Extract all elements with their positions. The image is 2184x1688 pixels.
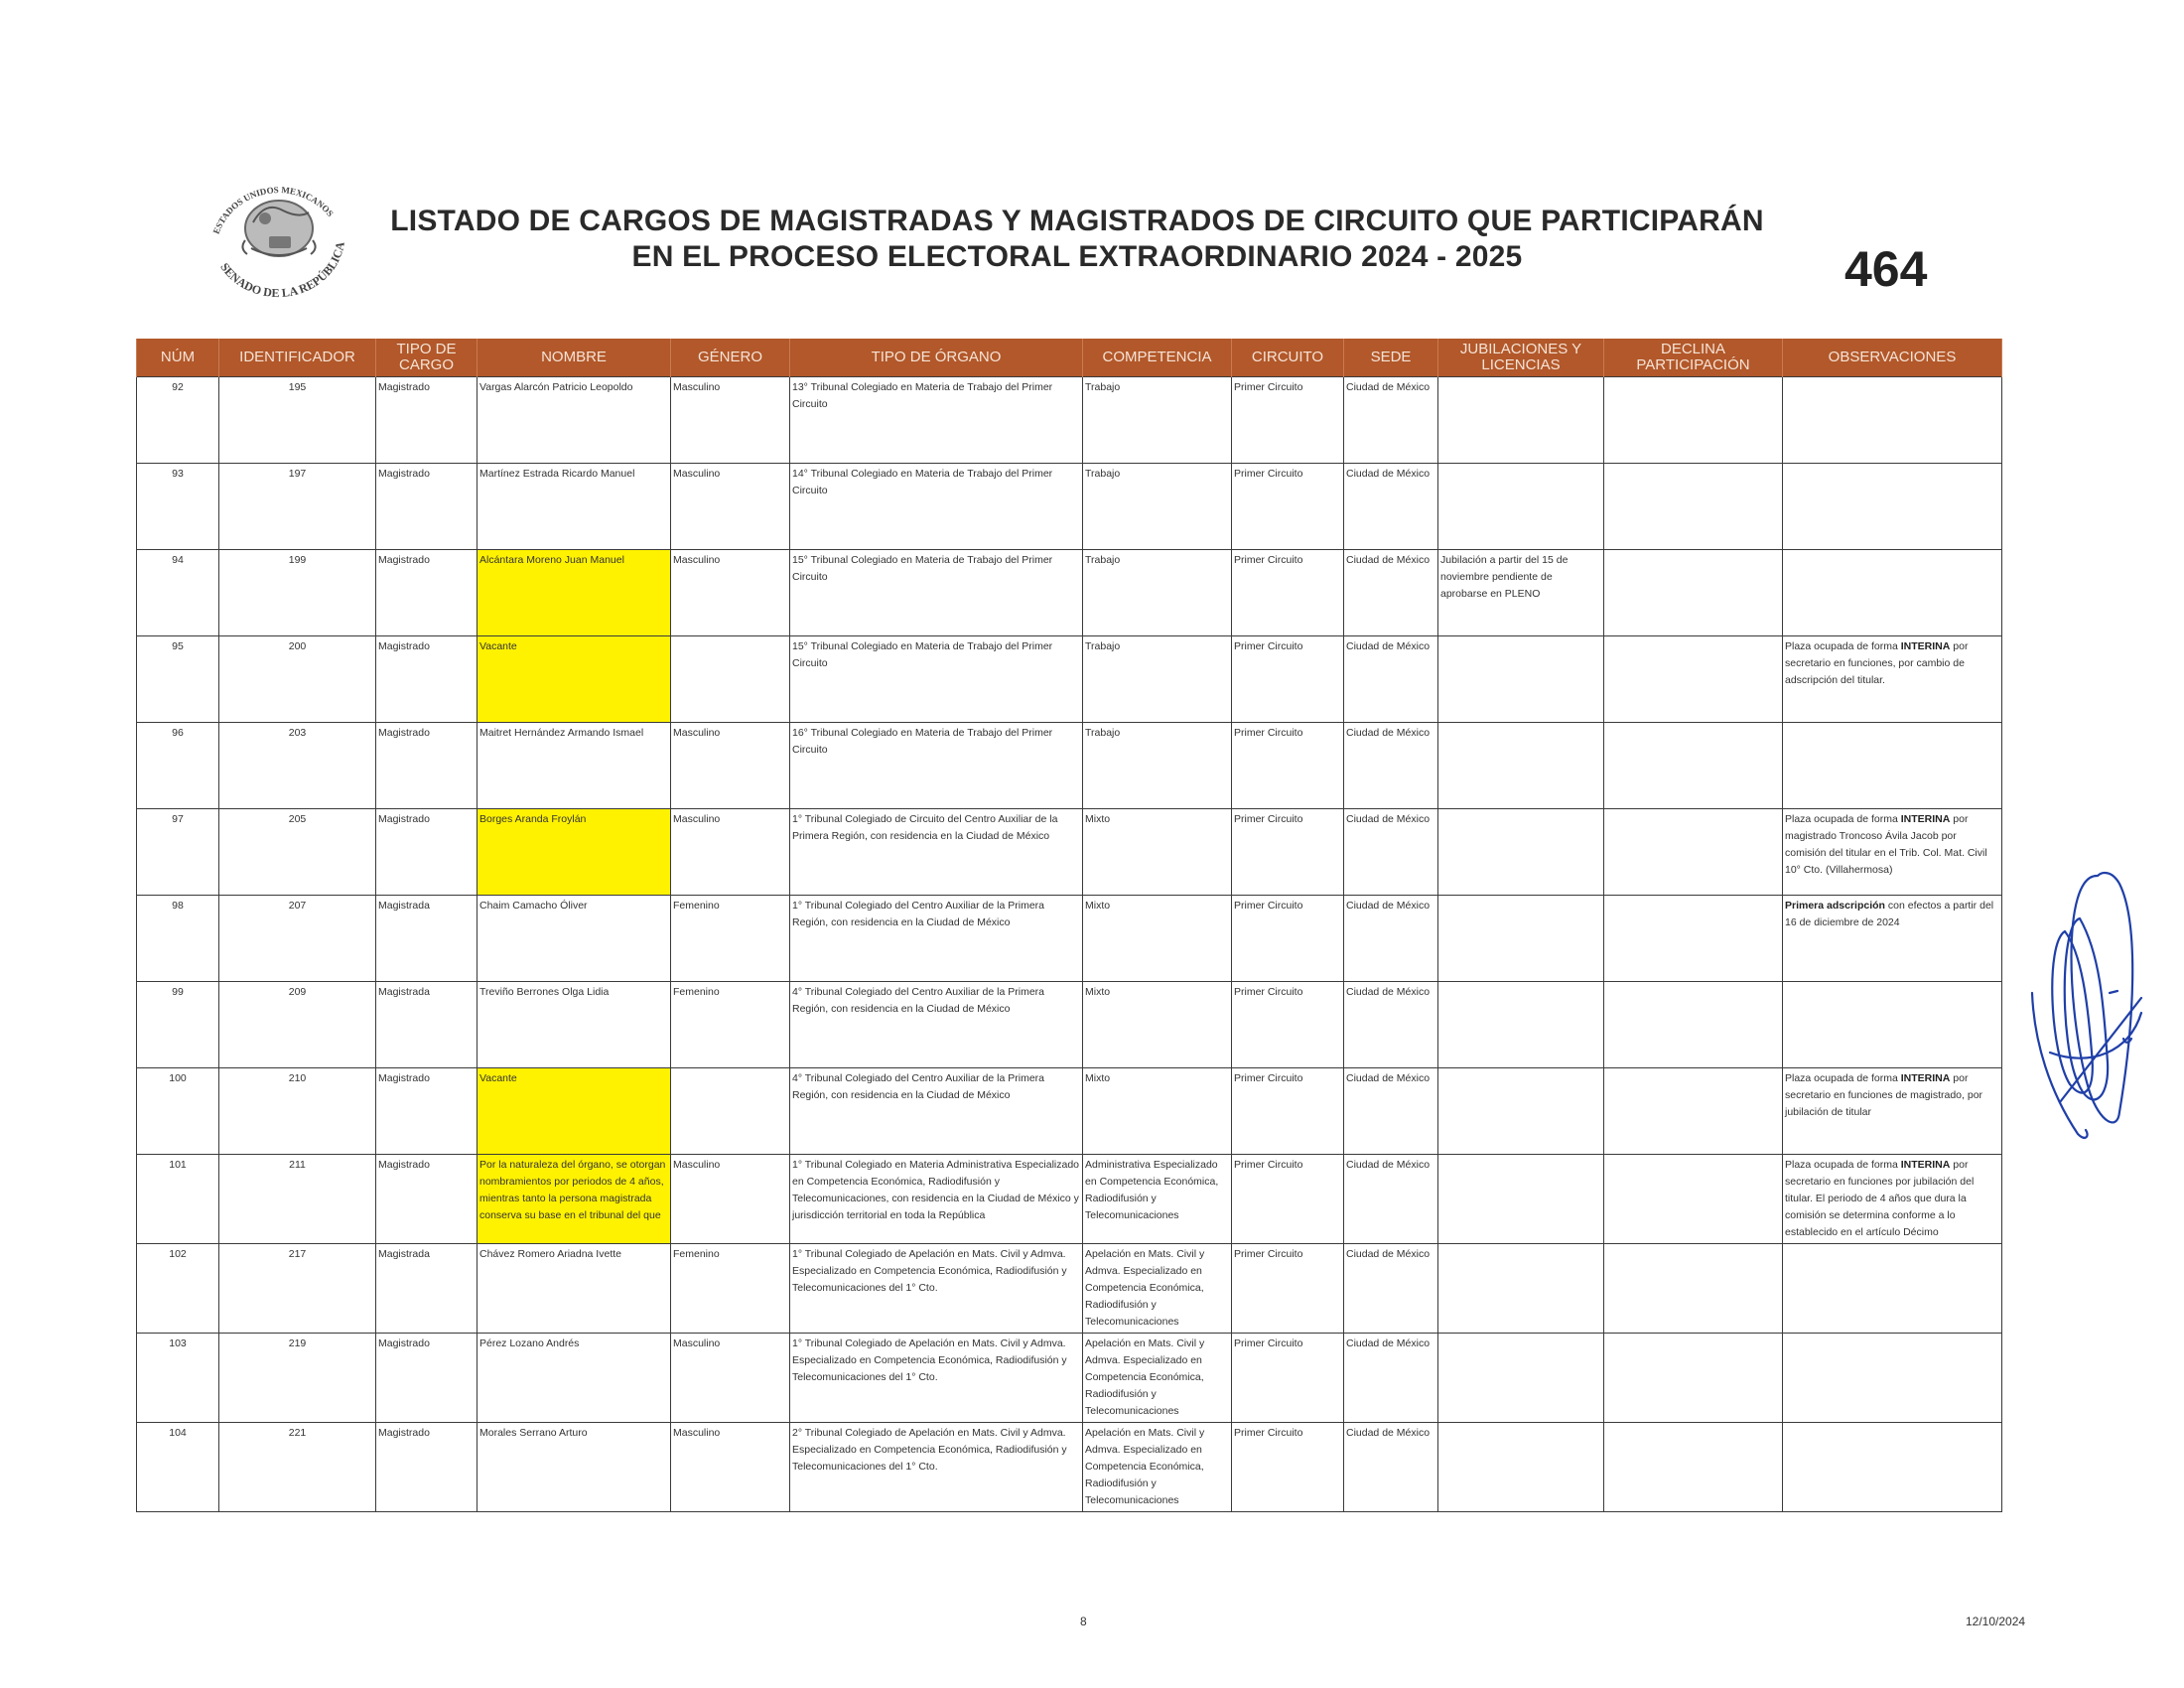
declina-cell <box>1604 1334 1783 1423</box>
tipo-organo-cell: 4° Tribunal Colegiado del Centro Auxiliar de la Primera Región, con residencia en la Ciudad de México <box>790 982 1083 1068</box>
tipo-organo-cell: 1° Tribunal Colegiado del Centro Auxiliar de la Primera Región, con residencia en la Ciudad de México <box>790 896 1083 982</box>
sede-cell: Ciudad de México <box>1344 1155 1438 1244</box>
observaciones-text: por secretario en funciones, por cambio de adscripción del titular. <box>1785 640 1969 686</box>
identificador-cell: 207 <box>219 896 376 982</box>
num-cell: 96 <box>137 723 219 809</box>
observaciones-cell <box>1783 377 2002 464</box>
header-col-nombre: NOMBRE <box>478 339 671 377</box>
nombre-cell: Treviño Berrones Olga Lidia <box>478 982 671 1068</box>
jubilaciones-cell <box>1438 1244 1604 1334</box>
header-col-identificador: IDENTIFICADOR <box>219 339 376 377</box>
nombre-cell: Pérez Lozano Andrés <box>478 1334 671 1423</box>
table-row <box>137 1423 2002 1512</box>
genero-cell: Femenino <box>671 982 790 1068</box>
declina-cell <box>1604 464 1783 550</box>
table-row <box>137 377 2002 464</box>
observaciones-cell <box>1783 550 2002 636</box>
genero-cell: Femenino <box>671 1244 790 1334</box>
header-col-declina: DECLINA PARTICIPACIÓN <box>1604 339 1783 377</box>
tipo-organo-cell: 1° Tribunal Colegiado en Materia Administrativa Especializado en Competencia Económica, Radiodifusión y Telecomunicaciones, con residencia en la Ciudad de México y jurisdicción territorial en toda la República <box>790 1155 1083 1244</box>
sede-cell: Ciudad de México <box>1344 982 1438 1068</box>
declina-cell <box>1604 982 1783 1068</box>
tipo-cargo-cell: Magistrado <box>376 464 478 550</box>
tipo-cargo-cell: Magistrado <box>376 636 478 723</box>
nombre-cell: Morales Serrano Arturo <box>478 1423 671 1512</box>
observaciones-text-pre: Plaza ocupada de forma <box>1785 813 1901 825</box>
nombre-cell: Chaim Camacho Óliver <box>478 896 671 982</box>
sede-cell: Ciudad de México <box>1344 550 1438 636</box>
tipo-cargo-cell: Magistrado <box>376 1068 478 1155</box>
declina-cell <box>1604 809 1783 896</box>
declina-cell <box>1604 723 1783 809</box>
genero-cell: Masculino <box>671 464 790 550</box>
competencia-cell: Apelación en Mats. Civil y Admva. Especializado en Competencia Económica, Radiodifusión y Telecomunicaciones <box>1083 1244 1232 1334</box>
header-col-genero: GÉNERO <box>671 339 790 377</box>
genero-cell <box>671 1068 790 1155</box>
genero-cell: Masculino <box>671 550 790 636</box>
table-row <box>137 1334 2002 1423</box>
genero-cell <box>671 636 790 723</box>
nombre-cell: Chávez Romero Ariadna Ivette <box>478 1244 671 1334</box>
sede-cell: Ciudad de México <box>1344 896 1438 982</box>
nombre-cell: Vacante <box>478 636 671 723</box>
observaciones-text-bold: INTERINA <box>1900 640 1951 652</box>
observaciones-cell <box>1783 464 2002 550</box>
competencia-cell: Trabajo <box>1083 723 1232 809</box>
folio-number: 464 <box>1844 241 1928 297</box>
table-row <box>137 896 2002 982</box>
observaciones-text-bold: INTERINA <box>1900 1159 1951 1171</box>
sede-cell: Ciudad de México <box>1344 1244 1438 1334</box>
competencia-cell: Apelación en Mats. Civil y Admva. Especializado en Competencia Económica, Radiodifusión y Telecomunicaciones <box>1083 1334 1232 1423</box>
declina-cell <box>1604 896 1783 982</box>
declina-cell <box>1604 1244 1783 1334</box>
identificador-cell: 219 <box>219 1334 376 1423</box>
genero-cell: Masculino <box>671 1423 790 1512</box>
header-col-circuito: CIRCUITO <box>1232 339 1344 377</box>
num-cell: 101 <box>137 1155 219 1244</box>
competencia-cell: Administrativa Especializado en Competencia Económica, Radiodifusión y Telecomunicaciones <box>1083 1155 1232 1244</box>
identificador-cell: 200 <box>219 636 376 723</box>
num-cell: 99 <box>137 982 219 1068</box>
nombre-cell: Por la naturaleza del órgano, se otorgan nombramientos por periodos de 4 años, mientras tanto la persona magistrada conserva su base en el tribunal del que <box>478 1155 671 1244</box>
sede-cell: Ciudad de México <box>1344 723 1438 809</box>
competencia-cell: Mixto <box>1083 982 1232 1068</box>
table-row <box>137 982 2002 1068</box>
jubilaciones-cell: Jubilación a partir del 15 de noviembre pendiente de aprobarse en PLENO <box>1438 550 1604 636</box>
cargos-table <box>136 339 2002 1512</box>
genero-cell: Masculino <box>671 1155 790 1244</box>
tipo-cargo-cell: Magistrado <box>376 1155 478 1244</box>
identificador-cell: 197 <box>219 464 376 550</box>
table-header-row <box>137 339 2002 377</box>
tipo-cargo-cell: Magistrada <box>376 982 478 1068</box>
tipo-organo-cell: 1° Tribunal Colegiado de Apelación en Mats. Civil y Admva. Especializado en Competencia Económica, Radiodifusión y Telecomunicaciones del 1° Cto. <box>790 1244 1083 1334</box>
tipo-organo-cell: 15° Tribunal Colegiado en Materia de Trabajo del Primer Circuito <box>790 550 1083 636</box>
tipo-cargo-cell: Magistrado <box>376 377 478 464</box>
genero-cell: Masculino <box>671 377 790 464</box>
table-row <box>137 1244 2002 1334</box>
tipo-cargo-cell: Magistrado <box>376 809 478 896</box>
table-row <box>137 550 2002 636</box>
jubilaciones-cell <box>1438 1068 1604 1155</box>
tipo-cargo-cell: Magistrado <box>376 723 478 809</box>
declina-cell <box>1604 636 1783 723</box>
jubilaciones-cell <box>1438 377 1604 464</box>
competencia-cell: Mixto <box>1083 1068 1232 1155</box>
header-col-sede: SEDE <box>1344 339 1438 377</box>
identificador-cell: 217 <box>219 1244 376 1334</box>
jubilaciones-cell <box>1438 636 1604 723</box>
circuito-cell: Primer Circuito <box>1232 1334 1344 1423</box>
sede-cell: Ciudad de México <box>1344 1068 1438 1155</box>
sede-cell: Ciudad de México <box>1344 1334 1438 1423</box>
identificador-cell: 221 <box>219 1423 376 1512</box>
circuito-cell: Primer Circuito <box>1232 982 1344 1068</box>
senado-seal-logo <box>194 171 362 302</box>
tipo-cargo-cell: Magistrado <box>376 1334 478 1423</box>
num-cell: 100 <box>137 1068 219 1155</box>
footer-date: 12/10/2024 <box>1966 1615 2026 1628</box>
observaciones-cell <box>1783 1423 2002 1512</box>
observaciones-text-pre: Plaza ocupada de forma <box>1785 1072 1901 1084</box>
tipo-organo-cell: 15° Tribunal Colegiado en Materia de Trabajo del Primer Circuito <box>790 636 1083 723</box>
observaciones-text: con efectos a partir del 16 de diciembre de 2024 <box>1785 900 1994 928</box>
header-col-jubilaciones: JUBILACIONES Y LICENCIAS <box>1438 339 1604 377</box>
tipo-organo-cell: 16° Tribunal Colegiado en Materia de Trabajo del Primer Circuito <box>790 723 1083 809</box>
circuito-cell: Primer Circuito <box>1232 377 1344 464</box>
circuito-cell: Primer Circuito <box>1232 1068 1344 1155</box>
identificador-cell: 195 <box>219 377 376 464</box>
identificador-cell: 211 <box>219 1155 376 1244</box>
tipo-organo-cell: 2° Tribunal Colegiado de Apelación en Mats. Civil y Admva. Especializado en Competencia Económica, Radiodifusión y Telecomunicaciones del 1° Cto. <box>790 1423 1083 1512</box>
tipo-cargo-cell: Magistrado <box>376 1423 478 1512</box>
jubilaciones-cell <box>1438 1155 1604 1244</box>
jubilaciones-cell <box>1438 1423 1604 1512</box>
observaciones-text-pre: Plaza ocupada de forma <box>1785 640 1901 652</box>
genero-cell: Masculino <box>671 1334 790 1423</box>
num-cell: 92 <box>137 377 219 464</box>
observaciones-cell <box>1783 1155 2002 1244</box>
num-cell: 97 <box>137 809 219 896</box>
nombre-cell: Maitret Hernández Armando Ismael <box>478 723 671 809</box>
table-body <box>137 377 2002 1512</box>
competencia-cell: Mixto <box>1083 896 1232 982</box>
nombre-cell: Borges Aranda Froylán <box>478 809 671 896</box>
circuito-cell: Primer Circuito <box>1232 1423 1344 1512</box>
svg-text:SENADO DE LA REPÚBLICA: SENADO DE LA REPÚBLICA <box>217 240 347 301</box>
table-row <box>137 809 2002 896</box>
competencia-cell: Mixto <box>1083 809 1232 896</box>
tipo-organo-cell: 14° Tribunal Colegiado en Materia de Trabajo del Primer Circuito <box>790 464 1083 550</box>
svg-text:ESTADOS UNIDOS MEXICANOS: ESTADOS UNIDOS MEXICANOS <box>210 185 336 235</box>
declina-cell <box>1604 377 1783 464</box>
circuito-cell: Primer Circuito <box>1232 464 1344 550</box>
circuito-cell: Primer Circuito <box>1232 550 1344 636</box>
observaciones-cell <box>1783 1334 2002 1423</box>
circuito-cell: Primer Circuito <box>1232 809 1344 896</box>
tipo-cargo-cell: Magistrada <box>376 896 478 982</box>
identificador-cell: 209 <box>219 982 376 1068</box>
genero-cell: Masculino <box>671 723 790 809</box>
tipo-organo-cell: 1° Tribunal Colegiado de Apelación en Mats. Civil y Admva. Especializado en Competencia Económica, Radiodifusión y Telecomunicaciones del 1° Cto. <box>790 1334 1083 1423</box>
competencia-cell: Trabajo <box>1083 464 1232 550</box>
jubilaciones-cell <box>1438 896 1604 982</box>
jubilaciones-cell <box>1438 723 1604 809</box>
observaciones-text: por secretario en funciones por jubilación del titular. El periodo de 4 años que dura la comisión se determina conforme a lo establecido en el artículo Décimo <box>1785 1159 1975 1238</box>
header-col-tipo-de-cargo: TIPO DE CARGO <box>376 339 478 377</box>
tipo-cargo-cell: Magistrada <box>376 1244 478 1334</box>
table-row <box>137 636 2002 723</box>
sede-cell: Ciudad de México <box>1344 636 1438 723</box>
tipo-cargo-cell: Magistrado <box>376 550 478 636</box>
circuito-cell: Primer Circuito <box>1232 1155 1344 1244</box>
declina-cell <box>1604 1068 1783 1155</box>
sede-cell: Ciudad de México <box>1344 377 1438 464</box>
genero-cell: Femenino <box>671 896 790 982</box>
identificador-cell: 199 <box>219 550 376 636</box>
num-cell: 104 <box>137 1423 219 1512</box>
title-line-1: LISTADO DE CARGOS DE MAGISTRADAS Y MAGISTRADOS DE CIRCUITO QUE PARTICIPARÁN <box>390 205 1764 237</box>
sede-cell: Ciudad de México <box>1344 464 1438 550</box>
nombre-cell: Alcántara Moreno Juan Manuel <box>478 550 671 636</box>
num-cell: 102 <box>137 1244 219 1334</box>
identificador-cell: 210 <box>219 1068 376 1155</box>
jubilaciones-cell <box>1438 464 1604 550</box>
table-row <box>137 1155 2002 1244</box>
observaciones-text-bold: Primera adscripción <box>1785 900 1885 912</box>
tipo-organo-cell: 4° Tribunal Colegiado del Centro Auxiliar de la Primera Región, con residencia en la Ciudad de México <box>790 1068 1083 1155</box>
sede-cell: Ciudad de México <box>1344 809 1438 896</box>
identificador-cell: 205 <box>219 809 376 896</box>
genero-cell: Masculino <box>671 809 790 896</box>
page-number: 8 <box>1080 1615 1087 1628</box>
identificador-cell: 203 <box>219 723 376 809</box>
header-col-num: NÚM <box>137 339 219 377</box>
table-row <box>137 723 2002 809</box>
observaciones-cell <box>1783 723 2002 809</box>
tipo-organo-cell: 1° Tribunal Colegiado de Circuito del Centro Auxiliar de la Primera Región, con residencia en la Ciudad de México <box>790 809 1083 896</box>
observaciones-cell <box>1783 1244 2002 1334</box>
title-line-2: EN EL PROCESO ELECTORAL EXTRAORDINARIO 2024 - 2025 <box>631 240 1523 273</box>
circuito-cell: Primer Circuito <box>1232 896 1344 982</box>
table-row <box>137 1068 2002 1155</box>
declina-cell <box>1604 1423 1783 1512</box>
table-row <box>137 464 2002 550</box>
observaciones-cell <box>1783 1068 2002 1155</box>
observaciones-cell <box>1783 896 2002 982</box>
num-cell: 103 <box>137 1334 219 1423</box>
document-title <box>377 204 1777 275</box>
handwritten-signature <box>2020 864 2169 1147</box>
observaciones-text-pre: Plaza ocupada de forma <box>1785 1159 1901 1171</box>
observaciones-text: por magistrado Troncoso Ávila Jacob por comisión del titular en el Trib. Col. Mat. Civil 10° Cto. (Villahermosa) <box>1785 813 1987 876</box>
circuito-cell: Primer Circuito <box>1232 723 1344 809</box>
num-cell: 95 <box>137 636 219 723</box>
competencia-cell: Trabajo <box>1083 550 1232 636</box>
observaciones-cell <box>1783 982 2002 1068</box>
competencia-cell: Trabajo <box>1083 377 1232 464</box>
header-col-tipo-de-organo: TIPO DE ÓRGANO <box>790 339 1083 377</box>
competencia-cell: Trabajo <box>1083 636 1232 723</box>
num-cell: 98 <box>137 896 219 982</box>
declina-cell <box>1604 550 1783 636</box>
sede-cell: Ciudad de México <box>1344 1423 1438 1512</box>
num-cell: 94 <box>137 550 219 636</box>
jubilaciones-cell <box>1438 809 1604 896</box>
circuito-cell: Primer Circuito <box>1232 1244 1344 1334</box>
num-cell: 93 <box>137 464 219 550</box>
header-col-observaciones: OBSERVACIONES <box>1783 339 2002 377</box>
header-col-competencia: COMPETENCIA <box>1083 339 1232 377</box>
observaciones-text: por secretario en funciones de magistrado, por jubilación de titular <box>1785 1072 1983 1118</box>
competencia-cell: Apelación en Mats. Civil y Admva. Especializado en Competencia Económica, Radiodifusión y Telecomunicaciones <box>1083 1423 1232 1512</box>
observaciones-text-bold: INTERINA <box>1900 813 1951 825</box>
jubilaciones-cell <box>1438 1334 1604 1423</box>
observaciones-cell <box>1783 809 2002 896</box>
circuito-cell: Primer Circuito <box>1232 636 1344 723</box>
nombre-cell: Martínez Estrada Ricardo Manuel <box>478 464 671 550</box>
declina-cell <box>1604 1155 1783 1244</box>
observaciones-text-bold: INTERINA <box>1900 1072 1951 1084</box>
jubilaciones-cell <box>1438 982 1604 1068</box>
nombre-cell: Vargas Alarcón Patricio Leopoldo <box>478 377 671 464</box>
tipo-organo-cell: 13° Tribunal Colegiado en Materia de Trabajo del Primer Circuito <box>790 377 1083 464</box>
nombre-cell: Vacante <box>478 1068 671 1155</box>
observaciones-cell <box>1783 636 2002 723</box>
